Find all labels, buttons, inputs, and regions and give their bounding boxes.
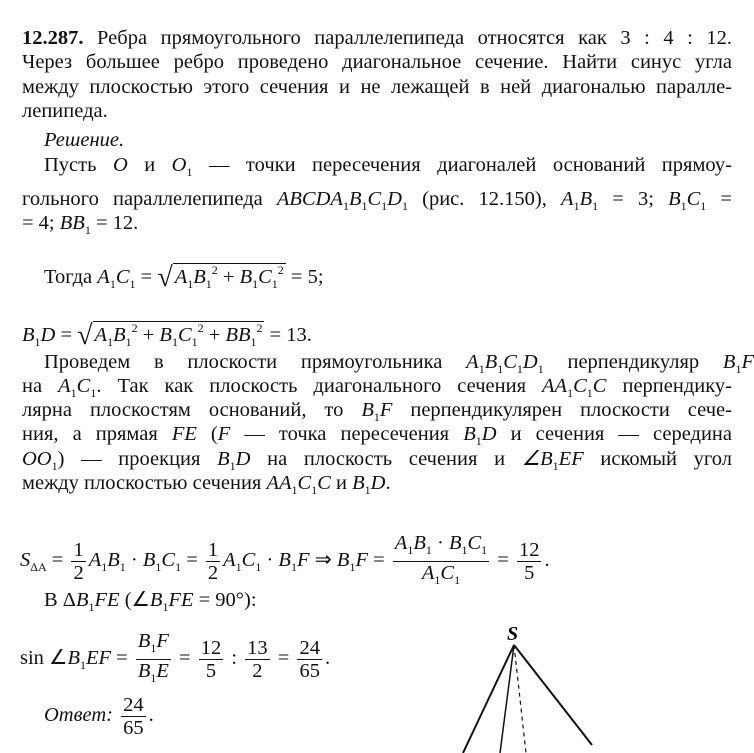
text-run: F <box>217 423 231 445</box>
text-run: 1 <box>235 560 242 575</box>
text-run: 2 <box>73 562 84 584</box>
text-run: = 4; <box>22 212 60 234</box>
text-run: D <box>481 423 497 445</box>
text-run: B <box>22 324 35 346</box>
text-run: B <box>137 630 151 652</box>
text-run: Проведем в плоскости прямоугольника <box>44 351 467 373</box>
text-run: 1 <box>88 600 95 614</box>
text-run: EF <box>558 448 584 470</box>
text-run: BB <box>225 324 251 346</box>
text-run: B <box>137 660 151 682</box>
text-run: sin ∠ <box>20 647 68 670</box>
text-run: 2 <box>277 263 284 277</box>
text-run: = <box>46 549 69 572</box>
text-run: 65 <box>299 660 320 682</box>
text-run: D <box>235 448 251 470</box>
text-run: 1 <box>187 277 194 291</box>
text-run: 1 <box>109 277 116 291</box>
text-run: C <box>161 549 176 572</box>
text-run: A <box>97 266 110 288</box>
text-run: B <box>352 472 365 494</box>
text-run: 1 <box>271 277 278 291</box>
text-run: . <box>544 549 550 572</box>
text-run: E <box>156 660 169 682</box>
text-run: 1 <box>205 277 212 291</box>
text-run: . <box>385 472 391 494</box>
text-run: FE <box>171 423 197 445</box>
text-run: C <box>573 375 587 397</box>
text-run: 1 <box>191 335 198 349</box>
text-run: B <box>75 589 89 611</box>
text-run: C <box>258 266 272 288</box>
text-run: B <box>67 647 80 670</box>
text-run: D <box>40 324 56 346</box>
text-run: . <box>148 704 154 727</box>
text-run: 1 <box>175 560 182 575</box>
text-run: B <box>668 188 681 210</box>
text-run: D <box>387 188 402 210</box>
text-run: 1 <box>434 573 441 587</box>
text-run: A <box>466 351 479 373</box>
text-run: = <box>181 549 203 572</box>
text-run: 2 <box>207 562 219 584</box>
text-run: между плоскостью этого сечения и не лежащей в ней диагональю паралле- <box>22 76 732 98</box>
text-run: B <box>448 532 462 554</box>
text-run: FE <box>94 589 120 611</box>
text-run: Пусть <box>44 154 113 176</box>
text-run: B <box>361 399 374 421</box>
text-run: 12 <box>518 539 540 561</box>
text-run: 24 <box>123 694 144 716</box>
text-run: гольного параллелепипеда <box>22 188 277 210</box>
text-run: В Δ <box>44 589 76 611</box>
text-run: 1 <box>250 335 257 349</box>
text-run: 1 <box>497 362 504 376</box>
text-run: между плоскостью сечения <box>22 472 267 494</box>
figure-edge-right <box>514 645 592 745</box>
text-run: C <box>297 472 312 494</box>
text-run: 1 <box>407 543 414 557</box>
text-run: 1 <box>481 543 488 557</box>
text-run: 1 <box>311 483 318 497</box>
text-run: B <box>463 423 476 445</box>
text-run: 2 <box>131 321 138 335</box>
text-run: 1 <box>461 543 468 557</box>
text-run: 5 <box>205 660 217 682</box>
text-run: Ребра прямоугольного параллелепипеда относятся как 3 : 4 : 12. <box>97 27 733 49</box>
text-run: B <box>149 589 163 611</box>
text-run: A <box>88 549 102 572</box>
text-run: 1 <box>150 671 157 685</box>
text-run: OO <box>22 448 52 470</box>
text-run: = <box>135 266 158 288</box>
text-run: перпендикулярен плоскости сече- <box>392 399 732 421</box>
text-run: O <box>171 154 187 176</box>
text-run: — точка пересечения <box>230 423 464 445</box>
text-run: 1 <box>516 362 523 376</box>
text-run: 1 <box>425 543 432 557</box>
text-run: D <box>522 351 538 373</box>
text-run: 1 <box>342 199 349 213</box>
text-run: C <box>503 351 517 373</box>
text-run: + <box>217 266 240 288</box>
text-run: = <box>706 188 732 210</box>
text-run: Тогда <box>44 266 98 288</box>
text-run: 1 <box>125 335 132 349</box>
text-run: 1 <box>207 539 219 561</box>
text-run: 1 <box>79 658 86 673</box>
text-run: 2 <box>211 263 218 277</box>
text-run: 1 <box>84 223 91 237</box>
text-run: B <box>113 324 126 346</box>
text-run: (∠ <box>119 589 150 611</box>
radical-sign-icon: √ <box>157 262 173 293</box>
text-run: · <box>431 532 449 554</box>
text-run: ⇒ <box>309 549 337 572</box>
text-run: 1 <box>537 362 544 376</box>
text-run: 1 <box>150 641 157 655</box>
text-run: 1 <box>735 362 742 376</box>
text-run: A <box>94 324 108 346</box>
text-run: 2 <box>252 660 263 682</box>
text-run: B <box>413 532 426 554</box>
text-run: 1 <box>255 560 262 575</box>
text-run: 1 <box>51 459 58 473</box>
text-run: 2 <box>197 321 204 335</box>
text-run: 1 <box>401 199 408 213</box>
text-run: C <box>686 188 701 210</box>
text-run: A <box>561 188 574 210</box>
text-run: 1 <box>573 199 580 213</box>
text-run: A <box>174 266 188 288</box>
text-run: 1 <box>119 560 126 575</box>
text-run: 65 <box>123 717 144 739</box>
text-run: B <box>278 549 291 572</box>
text-run: C <box>115 266 130 288</box>
text-run: B <box>484 351 498 373</box>
text-run: 1 <box>361 199 368 213</box>
text-run: B <box>193 266 206 288</box>
text-run: 1 <box>291 483 298 497</box>
text-run: лепипеда. <box>22 100 108 122</box>
text-run: 1 <box>454 573 461 587</box>
text-run: S <box>20 549 31 572</box>
text-run: и <box>127 154 172 176</box>
text-run: B <box>142 549 156 572</box>
text-run: A <box>421 562 435 584</box>
text-run: 12.287. <box>22 27 98 49</box>
text-run: 1 <box>101 560 108 575</box>
text-run: 1 <box>700 199 707 213</box>
text-run: 1 <box>73 539 84 561</box>
text-run: D <box>370 472 386 494</box>
text-run: B <box>159 324 172 346</box>
text-run: 1 <box>252 277 259 291</box>
text-run: = 12. <box>90 212 139 234</box>
text-run: F <box>156 630 169 652</box>
text-run: 1 <box>364 483 371 497</box>
text-run: : <box>226 647 243 670</box>
text-run: . Так как плоскость диагонального сечения <box>96 375 543 397</box>
text-run: EF <box>85 647 112 670</box>
text-run: + <box>137 324 160 346</box>
text-run: B <box>107 549 120 572</box>
text-run: перпендикуляр <box>543 351 723 373</box>
text-run: искомый угол <box>583 448 732 470</box>
text-run: 1 <box>155 560 162 575</box>
text-run: B <box>336 549 350 572</box>
text-run: 1 <box>171 335 178 349</box>
text-run: FE <box>168 589 194 611</box>
text-run: на <box>22 375 59 397</box>
text-run: 5 <box>524 562 535 584</box>
text-run: A <box>58 375 71 397</box>
text-run: A <box>394 532 408 554</box>
text-run: Ответ: <box>44 704 119 727</box>
text-run: · <box>261 549 279 572</box>
text-run: 1 <box>349 560 356 575</box>
text-run: 1 <box>186 165 193 179</box>
text-run: F <box>296 549 310 572</box>
text-run: 1 <box>162 600 169 614</box>
text-run: C <box>592 375 607 397</box>
text-run: 1 <box>680 199 687 213</box>
text-run: 24 <box>299 637 320 659</box>
text-run: 1 <box>90 386 97 400</box>
text-run: F <box>355 549 368 572</box>
text-run: лярна плоскостям оснований, то <box>22 399 362 421</box>
text-run: и <box>330 472 353 494</box>
text-run: ∠B <box>521 448 553 470</box>
text-run: B <box>348 188 362 210</box>
text-run: 1 <box>229 459 236 473</box>
text-run: 1 <box>592 199 599 213</box>
figure-edge-hidden <box>514 645 526 753</box>
text-run: B <box>217 448 230 470</box>
text-run: 13 <box>247 637 268 659</box>
text-run: 1 <box>552 459 559 473</box>
text-run: ΔA <box>30 560 47 575</box>
text-run: 1 <box>478 362 485 376</box>
text-run: 1 <box>381 199 388 213</box>
figure-vertex-label: S <box>507 623 519 645</box>
text-run: 12 <box>200 637 222 659</box>
text-run: перпендику- <box>606 375 732 397</box>
text-run: — точки пересечения диагоналей оснований прямоу- <box>192 154 732 176</box>
text-run: 1 <box>107 335 114 349</box>
radical-sign-icon: √ <box>77 320 93 351</box>
text-run: = 90°): <box>193 589 257 611</box>
text-run: C <box>241 549 256 572</box>
text-run: 2 <box>256 321 263 335</box>
text-run: ния, а прямая <box>22 423 172 445</box>
text-run: B <box>579 188 593 210</box>
text-run: BB <box>59 212 85 234</box>
text-run: 1 <box>567 386 574 400</box>
text-run: Решение. <box>44 129 125 151</box>
text-run: C <box>367 188 382 210</box>
text-run: = <box>173 647 196 670</box>
text-run: = 3; <box>598 188 669 210</box>
text-run: = <box>492 549 514 572</box>
text-run: O <box>112 154 128 176</box>
text-run: = 13. <box>264 324 312 346</box>
text-run: 1 <box>373 410 380 424</box>
text-run: 1 <box>34 335 41 349</box>
text-run: 1 <box>475 434 482 448</box>
text-run: ( <box>196 423 218 445</box>
text-run: . <box>324 647 331 670</box>
text-run: C <box>440 562 455 584</box>
text-run: 1 <box>70 386 77 400</box>
text-run: A <box>223 549 236 572</box>
text-run: B <box>722 351 736 373</box>
text-run: F <box>379 399 393 421</box>
text-run: F <box>741 351 754 373</box>
text-run: · <box>125 549 143 572</box>
text-run: C <box>76 375 91 397</box>
text-run: AA <box>266 472 292 494</box>
text-run: = <box>111 647 133 670</box>
text-run: B <box>239 266 253 288</box>
text-run: 1 <box>129 277 136 291</box>
text-run: AA <box>542 375 568 397</box>
text-run: ABCDA <box>276 188 343 210</box>
text-run: Через большее ребро проведено диагональное сечение. Найти синус угла <box>22 51 732 73</box>
text-run: 1 <box>586 386 593 400</box>
text-run: + <box>203 324 226 346</box>
text-run: и сечения — середина <box>496 423 732 445</box>
text-run: C <box>467 532 482 554</box>
text-run: ) — проекция <box>57 448 218 470</box>
text-run: = <box>55 324 78 346</box>
text-run: = 5; <box>285 266 324 288</box>
text-run: на плоскость сечения и <box>250 448 522 470</box>
text-run: = <box>367 549 390 572</box>
text-run: (рис. 12.150), <box>407 188 562 210</box>
text-run: C <box>317 472 331 494</box>
text-run: C <box>177 324 192 346</box>
text-run: 1 <box>290 560 297 575</box>
text-run: = <box>272 647 295 670</box>
